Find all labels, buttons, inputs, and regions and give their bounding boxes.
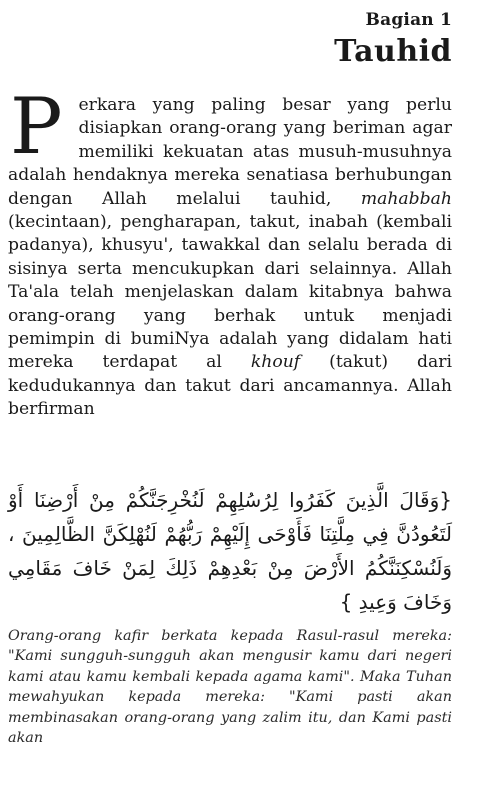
term-khouf: khouf bbox=[250, 352, 301, 373]
body-text-part-2: (kecintaan), pengharapan, takut, inabah (kembali padanya), khusyu', tawakkal dan selalu berada di sisinya serta mencukupkan dari selainnya. Allah Ta'ala telah menjelaskan dalam kitabnya bahwa orang-orang yang berhak untuk menjadi pemimpin di bumiNya adalah yang didalam hati mereka terdapat al bbox=[8, 212, 452, 373]
term-mahabbah: mahabbah bbox=[360, 188, 452, 209]
drop-cap: P bbox=[10, 82, 63, 172]
body-paragraph bbox=[8, 82, 452, 422]
chapter-title: Tauhid bbox=[334, 34, 452, 69]
chapter-label: Bagian 1 bbox=[365, 10, 452, 30]
body-text-part-3: (takut) dari kedudukannya dan takut dari ancamannya. Allah berfirman bbox=[8, 352, 452, 420]
quran-verse-arabic: {وَقَالَ الَّذِينَ كَفَرُوا لِرُسُلِهِمْ لَنُخْرِجَنَّكُمْ مِنْ أَرْضِنَا أَوْ لَتَعُودُنَّ فِي مِلَّتِنَا فَأَوْحَى إِلَيْهِمْ رَبُّهُمْ لَنُهْلِكَنَّ الظَّالِمِينَ ، وَلَنُسْكِنَنَّكُمُ الأَرْضَ مِنْ بَعْدِهِمْ ذَلِكَ لِمَنْ خَافَ مَقَامِي وَخَافَ وَعِيدِ } bbox=[8, 488, 452, 614]
body-text-part-1: erkara yang paling besar yang perlu disiapkan orang-orang yang beriman agar memiliki kekuatan atas musuh-musuhnya adalah hendaknya mereka senatiasa berhubungan dengan Allah melalui tauhid, bbox=[8, 95, 452, 209]
verse-translation: Orang-orang kafir berkata kepada Rasul-rasul mereka: "Kami sungguh-sungguh akan mengusir kamu dari negeri kami atau kamu kembali kepada agama kami". Maka Tuhan mewahyukan kepada mereka: "Kami pasti akan membinasakan orang-orang yang zalim itu, dan Kami pasti akan bbox=[8, 628, 452, 747]
